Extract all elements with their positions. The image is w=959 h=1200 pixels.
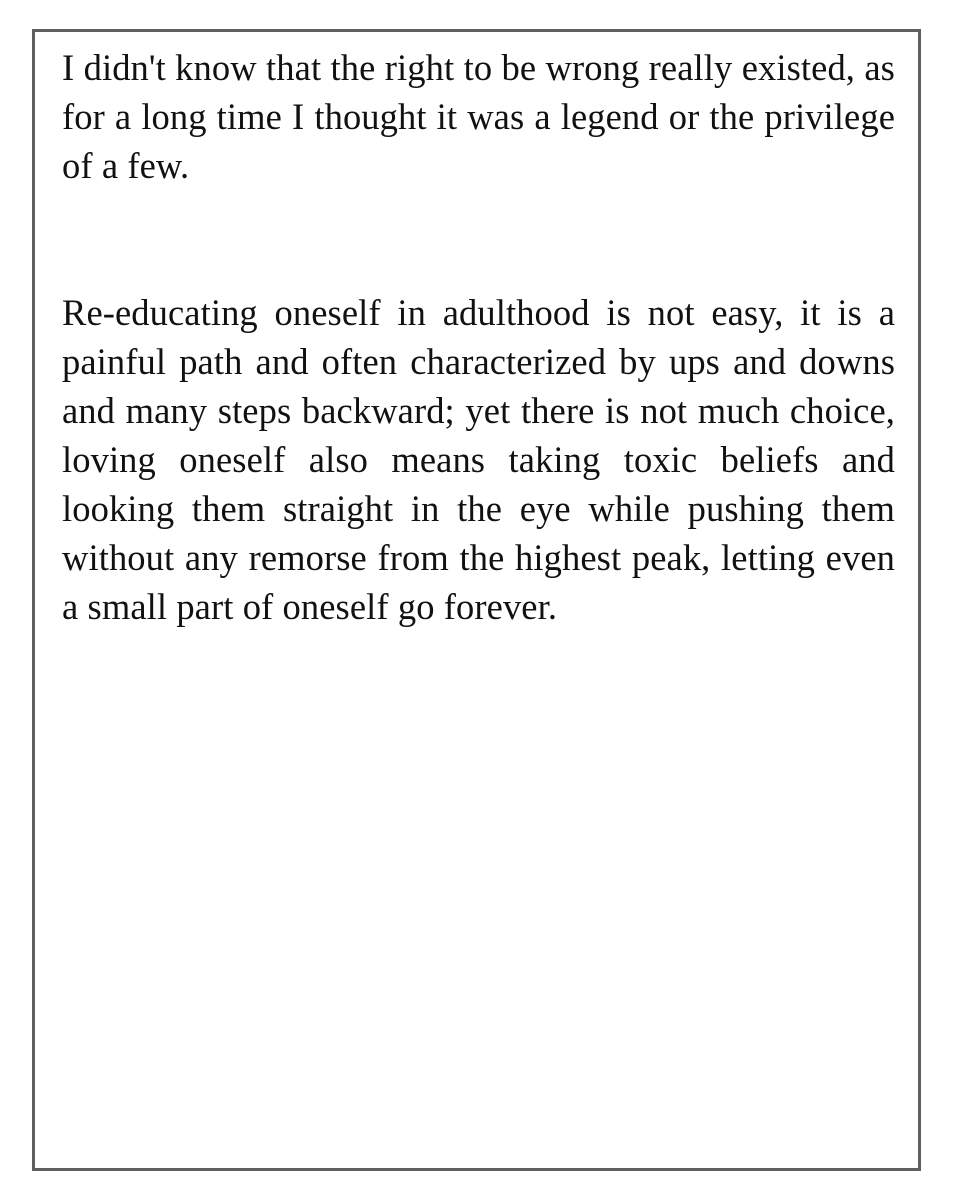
paragraph-1: I didn't know that the right to be wrong really existed, as for a long time I thought it was a legend or the privilege of a few.: [62, 47, 895, 186]
paragraph-2: Re-educating oneself in adulthood is not easy, it is a painful path and often characterized by ups and downs and many steps backward; yet there is not much choice, loving oneself also means taking toxic beliefs and looking them straight in the eye while pushing them without any remorse from the highest peak, letting even a small part of oneself go forever.: [62, 292, 895, 627]
document-frame: [32, 29, 921, 1171]
